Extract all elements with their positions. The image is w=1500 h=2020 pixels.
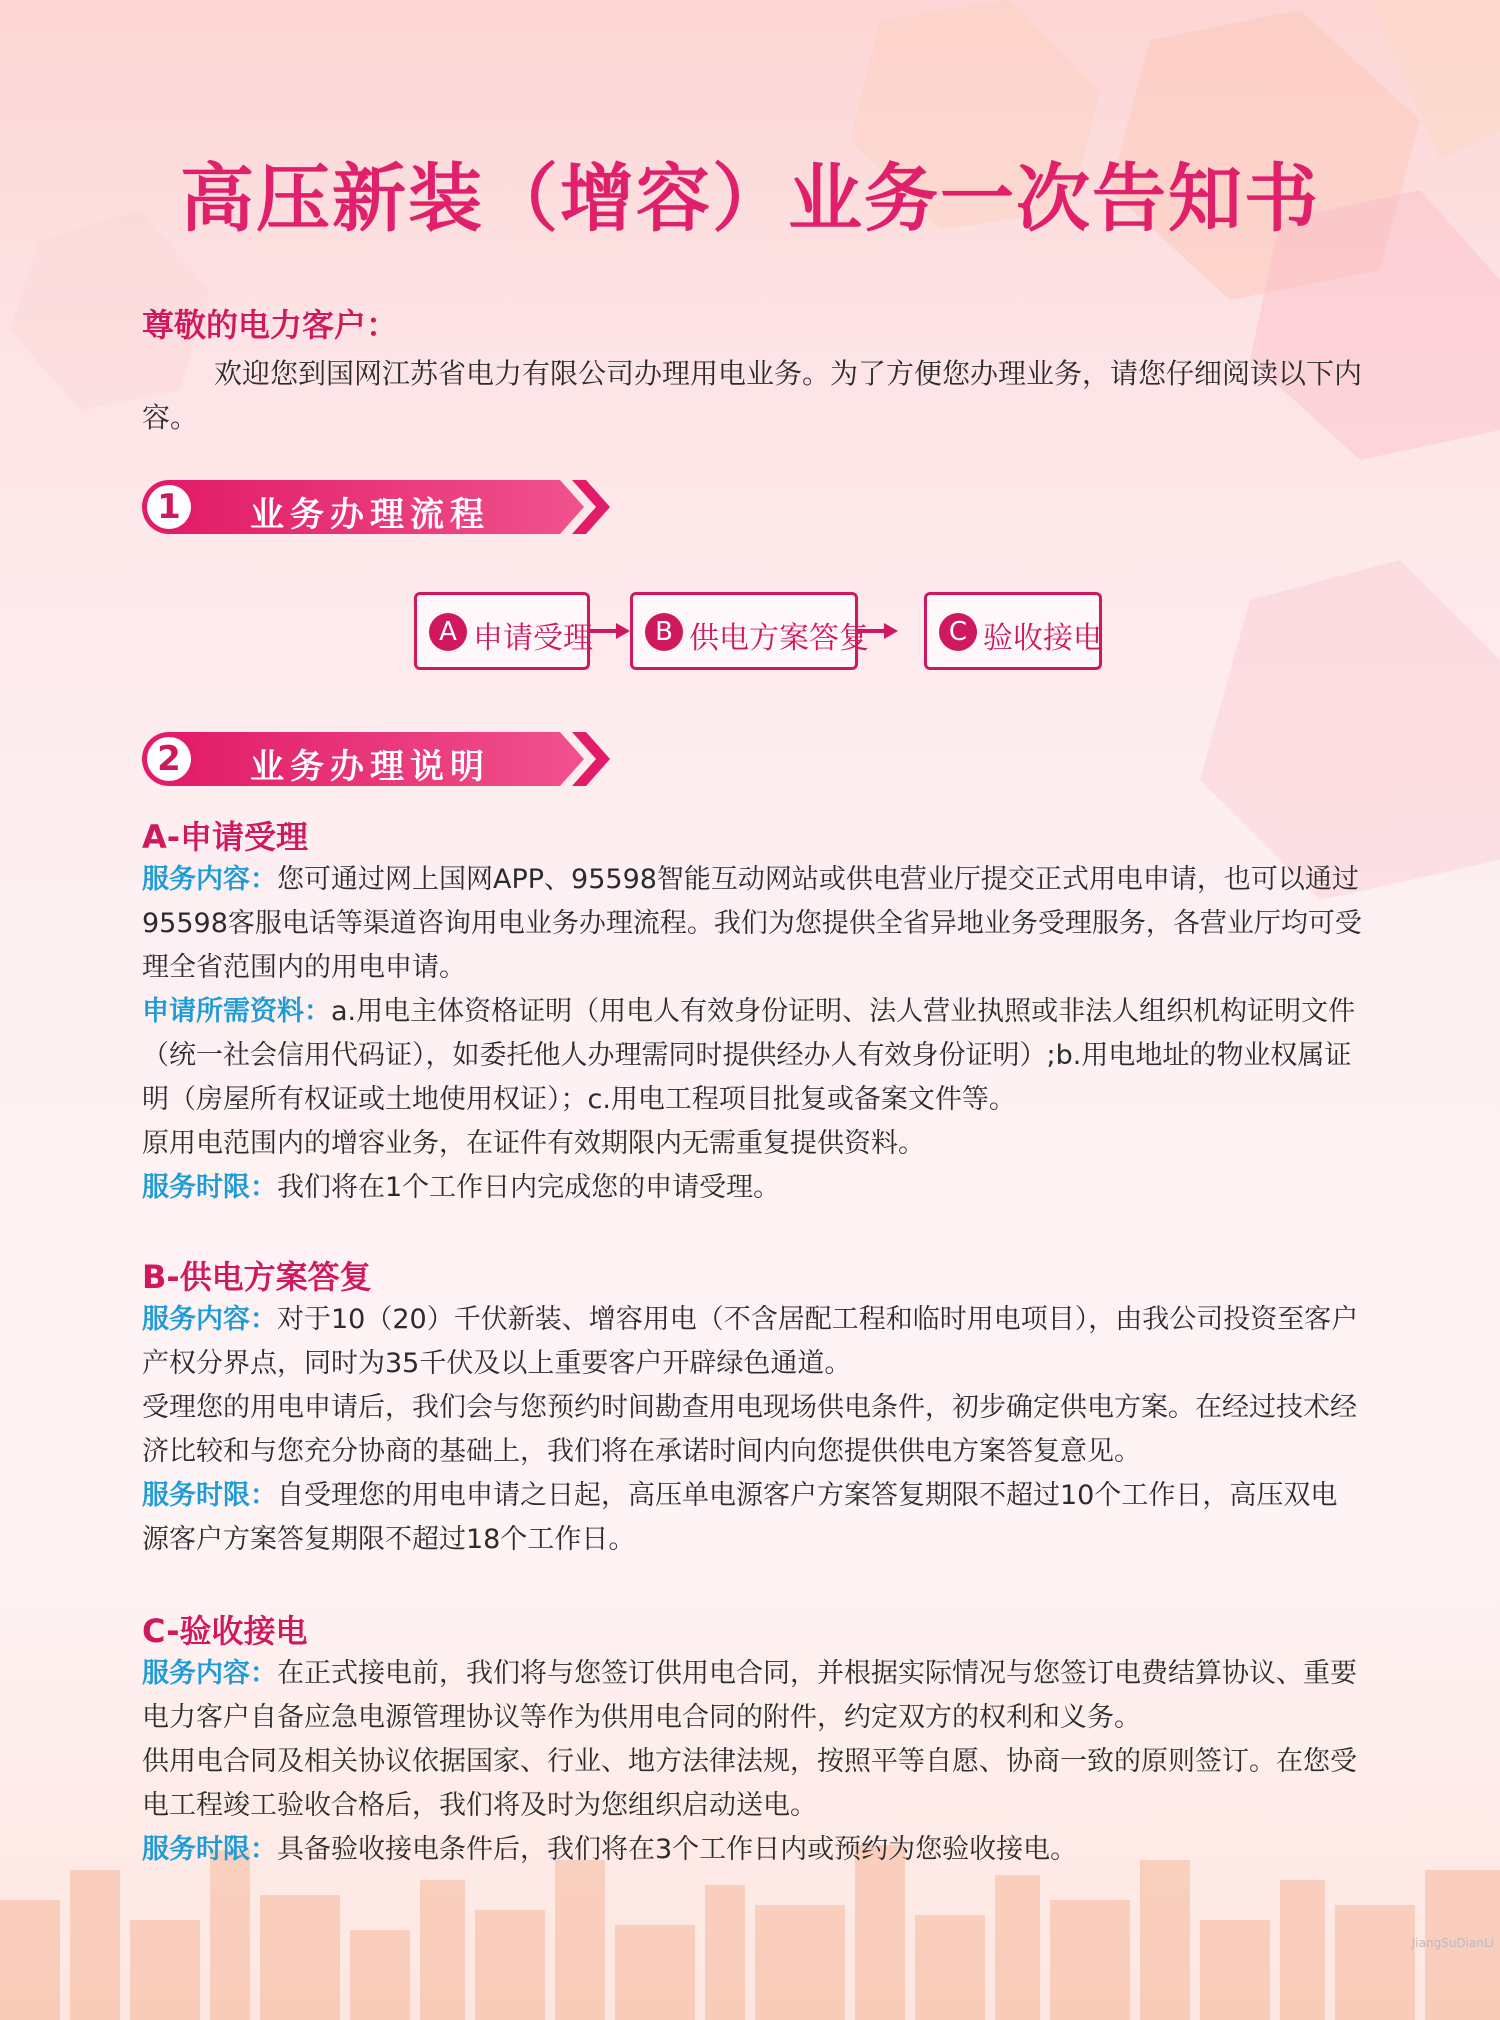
step-letter: C: [939, 613, 977, 651]
label-service-time: 服务时限：: [142, 1480, 277, 1511]
intro-paragraph: 欢迎您到国网江苏省电力有限公司办理用电业务。为了方便您办理业务，请您仔细阅读以下内容。: [142, 357, 1363, 434]
service-content-text: 在正式接电前，我们将与您签订供用电合同，并根据实际情况与您签订电费结算协议、重要电力客户自备应急电源管理协议等作为供用电合同的附件，约定双方的权利和义务。: [142, 1658, 1357, 1733]
part-a-body: [142, 858, 1362, 1210]
label-service-content: 服务内容：: [142, 1304, 277, 1335]
flow-step-b: [630, 592, 869, 670]
label-service-time: 服务时限：: [142, 1834, 277, 1865]
materials-text: a.用电主体资格证明（用电人有效身份证明、法人营业执照或非法人组织机构证明文件（统一社会信用代码证），如委托他人办理需同时提供经办人有效身份证明）;b.用电地址的物业权属证明（房屋所有权证或土地使用权证）；c.用电工程项目批复或备案文件等。: [142, 996, 1356, 1115]
arrow-right-icon: [588, 620, 632, 642]
part-b-content: [142, 1298, 1362, 1386]
part-a-materials: [142, 990, 1362, 1122]
label-service-content: 服务内容：: [142, 1658, 277, 1689]
service-time-text: 具备验收接电条件后，我们将在3个工作日内或预约为您验收接电。: [277, 1834, 1078, 1865]
page-title: 高压新装（增容）业务一次告知书: [180, 156, 1320, 242]
flow-step-a: [414, 592, 593, 670]
flow-step-c: [924, 592, 1102, 670]
process-flow: [390, 592, 1110, 676]
section-label: 业务办理流程: [250, 495, 490, 535]
part-c-time: [142, 1828, 1362, 1872]
part-a-content: [142, 858, 1362, 990]
watermark: JiangSuDianLi: [1411, 1936, 1494, 1950]
step-letter: A: [429, 613, 467, 651]
part-a-time: [142, 1166, 1362, 1210]
part-b-time: [142, 1474, 1362, 1562]
service-content-text: 对于10（20）千伏新装、增容用电（不含居配工程和临时用电项目），由我公司投资至客户产权分界点，同时为35千伏及以上重要客户开辟绿色通道。: [142, 1304, 1359, 1379]
part-b-note: 受理您的用电申请后，我们会与您预约时间勘查用电现场供电条件，初步确定供电方案。在经过技术经济比较和与您充分协商的基础上，我们将在承诺时间内向您提供供电方案答复意见。: [142, 1392, 1357, 1467]
step-letter: B: [645, 613, 683, 651]
step-label: 验收接电: [983, 621, 1103, 656]
section-label: 业务办理说明: [250, 747, 490, 787]
step-label: 供电方案答复: [689, 621, 869, 656]
part-c-note: 供用电合同及相关协议依据国家、行业、地方法律法规，按照平等自愿、协商一致的原则签订。在您受电工程竣工验收合格后，我们将及时为您组织启动送电。: [142, 1746, 1357, 1821]
part-a-title: A-申请受理: [142, 818, 309, 856]
service-time-text: 我们将在1个工作日内完成您的申请受理。: [277, 1172, 781, 1203]
step-label: 申请受理: [473, 621, 593, 656]
section-number: 1: [157, 487, 181, 527]
service-content-text: 您可通过网上国网APP、95598智能互动网站或供电营业厅提交正式用电申请，也可以通过95598客服电话等渠道咨询用电业务办理流程。我们为您提供全省异地业务受理服务，各营业厅均可受理全省范围内的用电申请。: [142, 864, 1362, 983]
part-c-body: [142, 1652, 1362, 1872]
label-service-content: 服务内容：: [142, 864, 277, 895]
section-number: 2: [157, 739, 181, 779]
part-a-materials-note: 原用电范围内的增容业务，在证件有效期限内无需重复提供资料。: [142, 1128, 925, 1159]
part-b-body: [142, 1298, 1362, 1562]
service-time-text: 自受理您的用电申请之日起，高压单电源客户方案答复期限不超过10个工作日，高压双电源客户方案答复期限不超过18个工作日。: [142, 1480, 1338, 1555]
section-header-1: [140, 478, 610, 536]
part-c-content: [142, 1652, 1362, 1740]
label-service-time: 服务时限：: [142, 1172, 277, 1203]
label-required-materials: 申请所需资料：: [142, 996, 331, 1027]
part-c-title: C-验收接电: [142, 1612, 308, 1650]
part-b-title: B-供电方案答复: [142, 1258, 372, 1296]
greeting: 尊敬的电力客户：: [142, 306, 399, 344]
arrow-right-icon: [856, 620, 900, 642]
section-header-2: [140, 730, 610, 788]
